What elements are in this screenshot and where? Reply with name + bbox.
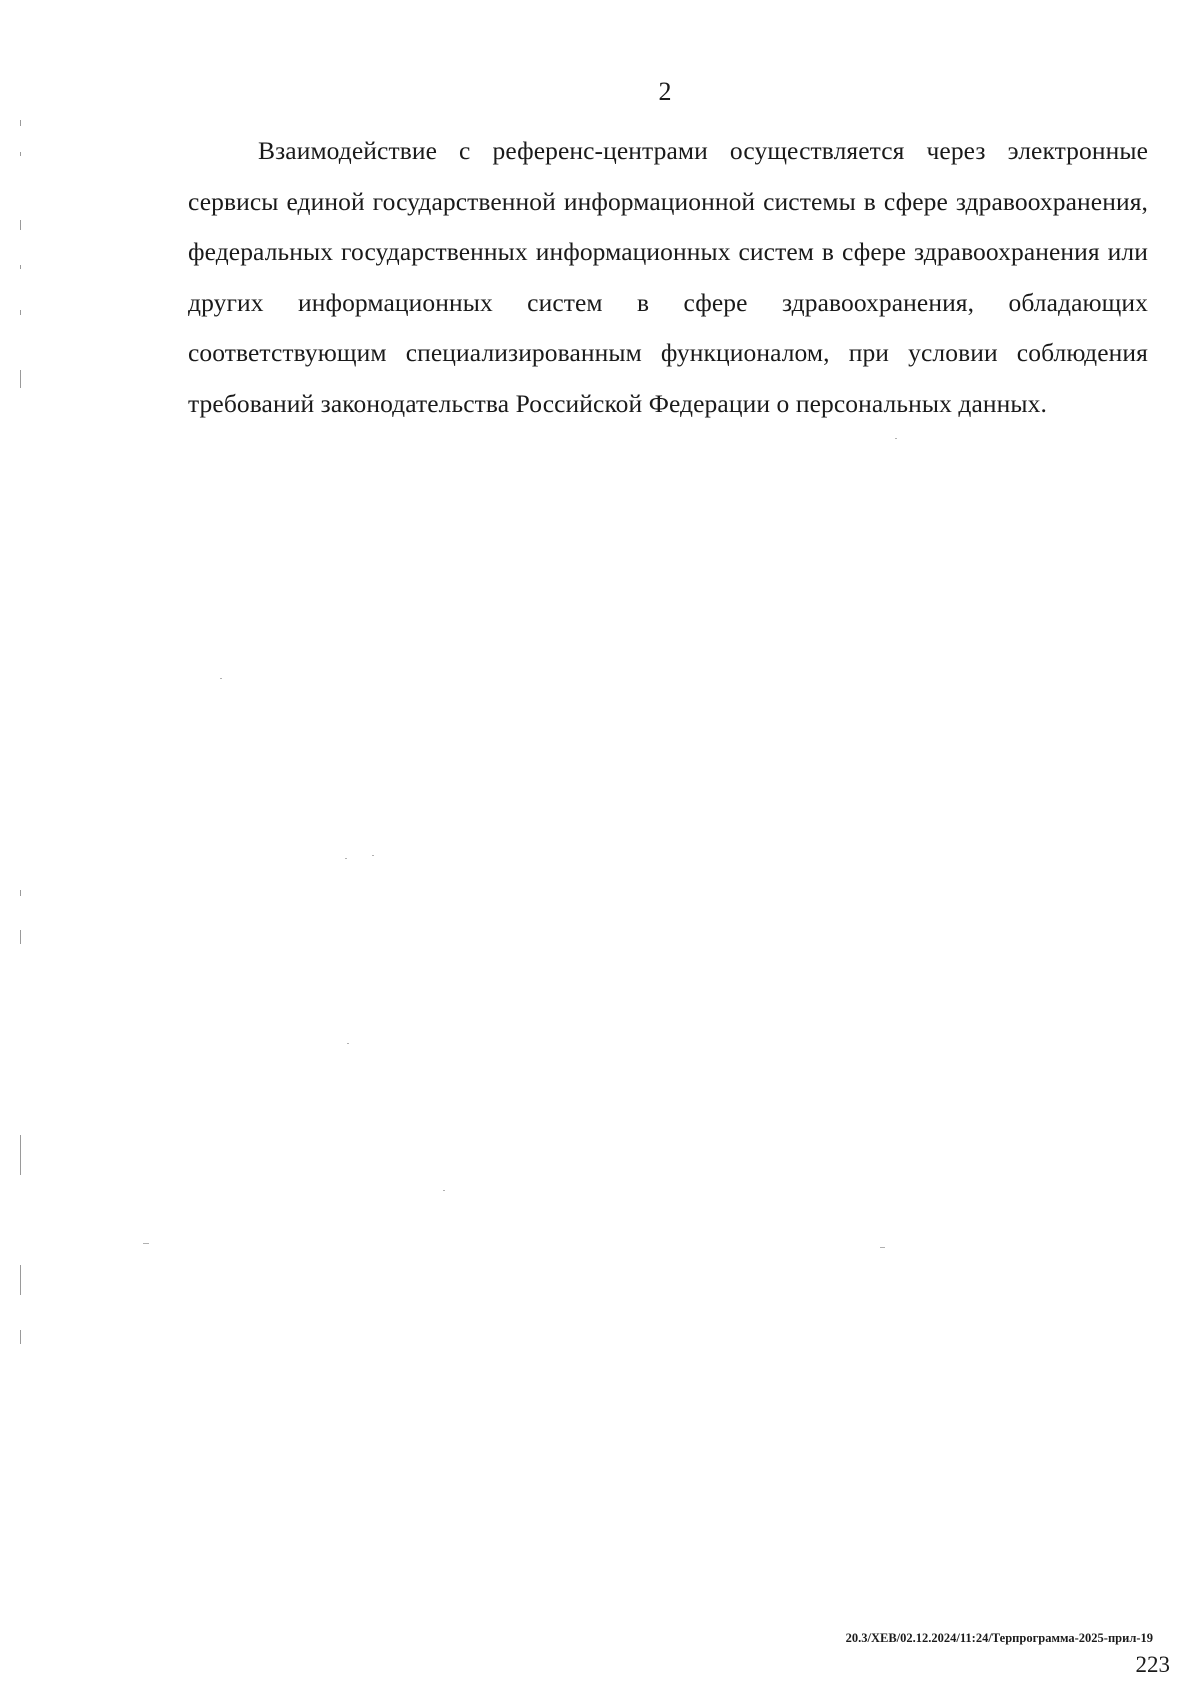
scan-speck <box>143 1243 149 1244</box>
sheet-number: 223 <box>1135 1652 1170 1677</box>
scan-speck <box>220 678 222 679</box>
scan-margin-marks <box>18 90 24 1490</box>
scan-speck <box>443 1190 445 1191</box>
scan-speck <box>345 858 347 859</box>
scan-speck <box>880 1247 885 1248</box>
page-number: 2 <box>658 77 672 106</box>
scan-speck <box>372 855 374 856</box>
body-paragraph: Взаимодействие с референс-центрами осуществляется через электронные сервисы единой государственной информационной системы в сфере здравоохранения, федеральных государственных информационных систем в сфере здравоохранения или других информационных систем в сфере здравоохранения, обладающих соответствующим специализированным функционалом, при условии соблюдения требований законодательства Российской Федерации о персональных данных. <box>188 136 1148 418</box>
scan-speck <box>895 438 897 439</box>
document-reference-code: 20.3/ХЕВ/02.12.2024/11:24/Терпрограмма-2025-прил-19 <box>845 1631 1153 1645</box>
scan-speck <box>347 1043 349 1044</box>
